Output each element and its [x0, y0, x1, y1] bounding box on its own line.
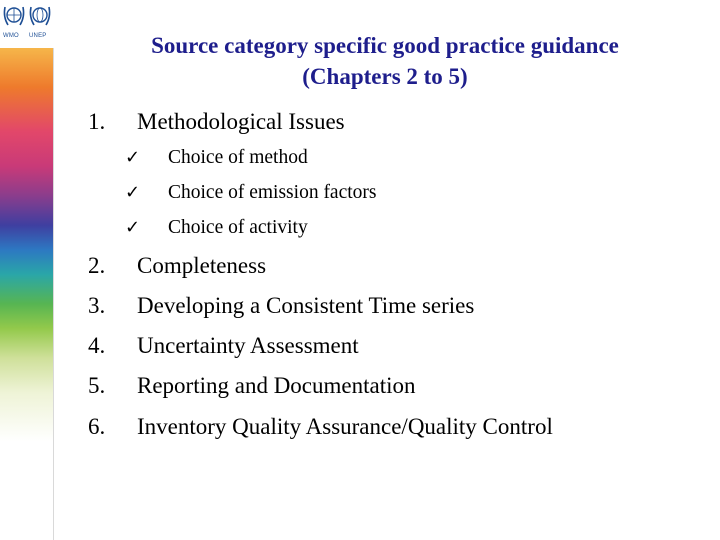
check-icon: ✓	[125, 182, 141, 203]
title-line-2: (Chapters 2 to 5)	[302, 64, 468, 89]
check-icon: ✓	[125, 217, 141, 238]
item-number: 4.	[88, 333, 106, 358]
title-line-1: Source category specific good practice guidance	[151, 33, 619, 58]
slide-title	[60, 30, 710, 92]
item-number: 5.	[88, 373, 106, 398]
wmo-logo-icon	[2, 3, 26, 31]
item-number: 1.	[88, 109, 106, 134]
item-label: Inventory Quality Assurance/Quality Control	[137, 414, 553, 439]
subitem-label: Choice of activity	[168, 217, 308, 238]
unep-label: UNEP	[29, 33, 47, 39]
unep-logo-icon	[28, 3, 52, 31]
item-number: 6.	[88, 414, 106, 439]
logo-area	[0, 0, 53, 48]
color-band	[0, 48, 54, 540]
subitem-label: Choice of method	[168, 147, 308, 168]
item-number: 2.	[88, 253, 106, 278]
subitem-label: Choice of emission factors	[168, 182, 377, 203]
check-icon: ✓	[125, 147, 141, 168]
item-label: Completeness	[137, 253, 267, 278]
wmo-label: WMO	[3, 33, 19, 39]
item-label: Uncertainty Assessment	[137, 333, 359, 358]
item-label: Developing a Consistent Time series	[137, 293, 475, 318]
item-label: Reporting and Documentation	[137, 373, 416, 398]
item-number: 3.	[88, 293, 106, 318]
item-label: Methodological Issues	[137, 109, 345, 134]
